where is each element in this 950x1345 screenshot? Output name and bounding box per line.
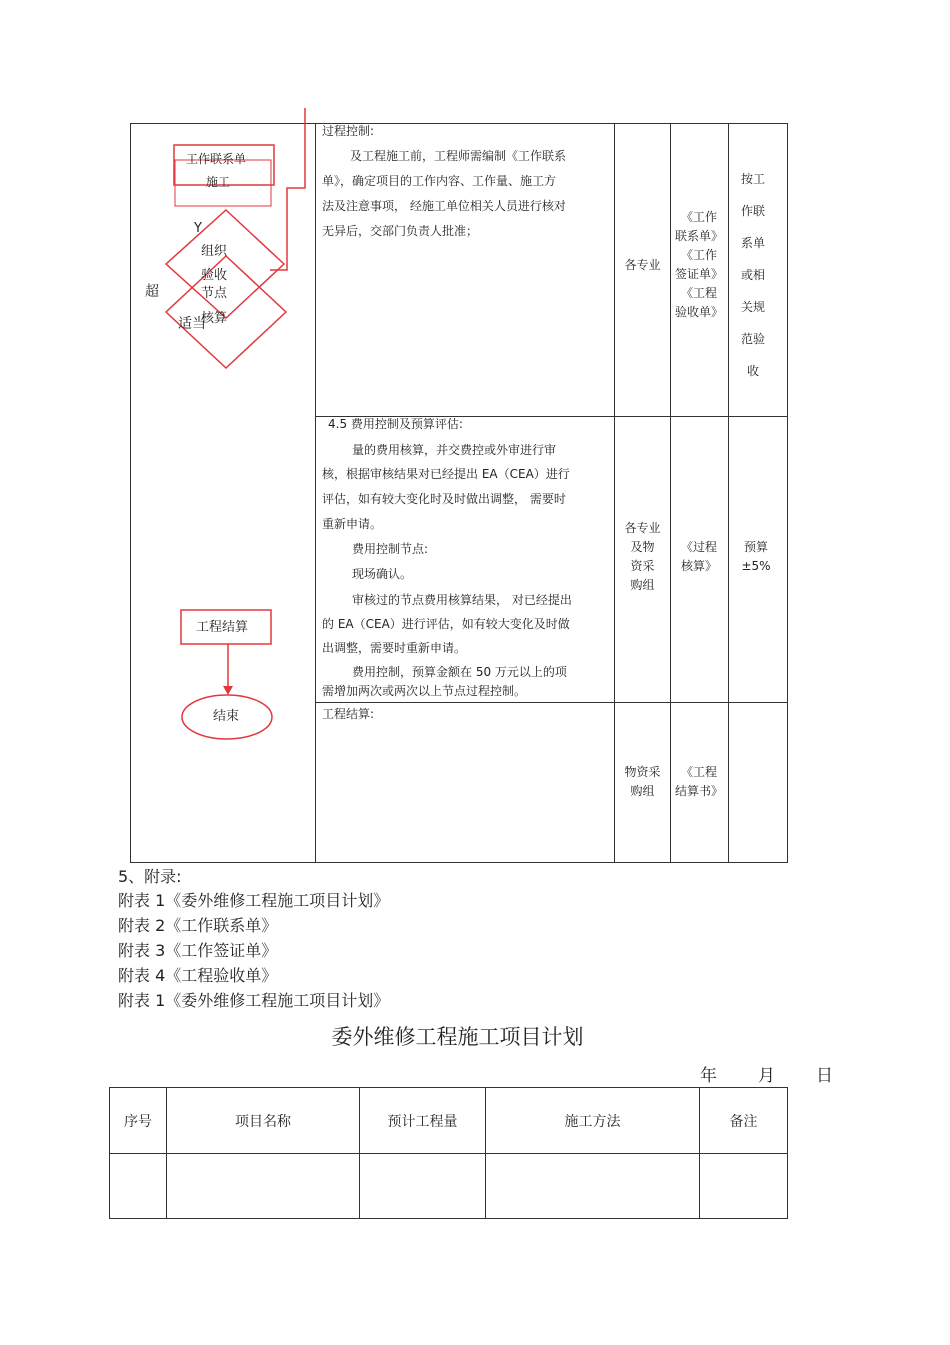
appendix-item-3: 附表 3《工作签证单》 [118,941,278,960]
diamond-label-1: 组织 [201,244,228,259]
row1-standard-3: 系单 [740,236,765,250]
table-border-bottom [130,862,788,863]
plan-empty-row [110,1154,788,1219]
settlement-box-label: 工程结算 [196,620,249,635]
row1-standard [728,163,778,387]
row2-standard [728,538,784,576]
plan-cell-index[interactable] [110,1154,167,1219]
row1-title: 过程控制: [322,124,375,138]
contact-box-label-1: 工作联系单 [186,152,247,166]
row2-line-10: 费用控制，预算金额在 50 万元以上的项 [352,665,567,679]
row1-record-3: 《工作 [680,248,717,262]
row2-standard-1: 预算 [743,540,768,554]
diamond-label-3: 节点 [201,286,228,301]
row1-standard-1: 按工 [740,172,765,186]
plan-cell-name[interactable] [167,1154,360,1219]
row1-responsible: 各专业 [624,258,661,272]
row2-line-9: 出调整，需要时重新申请。 [322,641,467,655]
end-label: 结束 [213,709,240,724]
row2-line-4: 重新申请。 [322,517,383,531]
contact-box-label-2: 施工 [206,175,231,189]
plan-header-name: 项目名称 [167,1088,360,1154]
row2-line-5: 费用控制节点: [352,542,429,556]
plan-title: 委外维修工程施工项目计划 [331,1025,584,1049]
plan-header-index: 序号 [110,1088,167,1154]
row3-records [670,763,728,801]
row2-responsible-3: 资采 [630,559,655,573]
appendix-item-1: 附表 1《委外维修工程施工项目计划》 [118,891,390,910]
row2-line-1: 量的费用核算，并交费控或外审进行审 [352,443,557,457]
plan-date-month: 月 [758,1066,775,1086]
row2-record-1: 《过程 [680,540,717,554]
row1-standard-2: 作联 [740,204,765,218]
table-border-right [787,123,788,862]
row2-line-8: 的 EA（CEA）进行评估，如有较大变化及时做 [322,617,570,631]
row2-line-6: 现场确认。 [352,567,413,581]
plan-cell-quantity[interactable] [360,1154,486,1219]
row2-line-2: 核，根据审核结果对已经提出 EA（CEA）进行 [322,467,570,481]
appendix-item-5: 附表 1《委外维修工程施工项目计划》 [118,991,390,1010]
row1-record-2: 联系单》 [674,229,723,243]
row2-line-3: 评估，如有较大变化时及时做出调整， 需要时 [322,492,566,506]
arrow-head-icon [223,686,233,695]
row1-standard-7: 收 [746,364,759,378]
row1-standard-6: 范验 [740,332,765,346]
plan-table [109,1087,788,1219]
row1-record-6: 验收单》 [674,305,723,319]
plan-header-method: 施工方法 [486,1088,700,1154]
row2-line-7: 审核过的节点费用核算结果， 对已经提出 [352,593,572,607]
row1-record-4: 签证单》 [674,267,723,281]
flowchart [0,0,320,760]
plan-cell-method[interactable] [486,1154,700,1219]
row3-responsible-1: 物资采 [624,765,661,779]
row2-responsible [615,519,670,595]
appropriate-label: 适当 [178,316,206,332]
row2-record-2: 核算》 [680,559,717,573]
row1-line-2: 单》，确定项目的工作内容、工作量、施工方 [322,174,557,188]
row1-record-1: 《工作 [680,210,717,224]
plan-header-quantity: 预计工程量 [360,1088,486,1154]
row2-line-11: 需增加两次或两次以上节点过程控制。 [322,684,527,698]
row1-record-5: 《工程 [680,286,717,300]
row3-responsible [615,763,670,801]
row2-title: 4.5 费用控制及预算评估: [328,417,463,431]
row3-record-2: 结算书》 [674,784,723,798]
appendix-item-4: 附表 4《工程验收单》 [118,966,278,985]
row1-line-4: 无异后，交部门负责人批准； [322,224,479,238]
diamond-label-4: 核算 [201,311,228,326]
appendix-heading: 5、附录: [118,867,182,886]
row1-standard-4: 或相 [740,268,765,282]
row3-responsible-2: 购组 [630,784,655,798]
row3-title: 工程结算: [322,707,375,721]
plan-cell-remark[interactable] [700,1154,788,1219]
plan-date-day: 日 [816,1066,833,1086]
row2-responsible-1: 各专业 [624,521,661,535]
over-label: 超 [145,284,159,300]
row1-line-3: 法及注意事项， 经施工单位相关人员进行核对 [322,199,566,213]
row2-records [670,538,728,576]
row1-standard-5: 关规 [740,300,765,314]
row1-records [670,208,728,322]
plan-header-remark: 备注 [700,1088,788,1154]
row2-responsible-4: 购组 [630,578,655,592]
plan-header-row [110,1088,788,1154]
row2-responsible-2: 及物 [630,540,655,554]
diamond-label-2: 验收 [201,268,228,283]
row3-record-1: 《工程 [680,765,717,779]
plan-date-year: 年 [700,1066,717,1086]
yes-label: Y [194,221,202,236]
feedback-line [270,108,305,270]
row1-line-1: 及工程施工前，工程师需编制《工作联系 [350,149,567,163]
appendix-item-2: 附表 2《工作联系单》 [118,916,278,935]
row2-standard-2: ±5% [741,559,771,573]
table-divider-desc [614,123,615,862]
